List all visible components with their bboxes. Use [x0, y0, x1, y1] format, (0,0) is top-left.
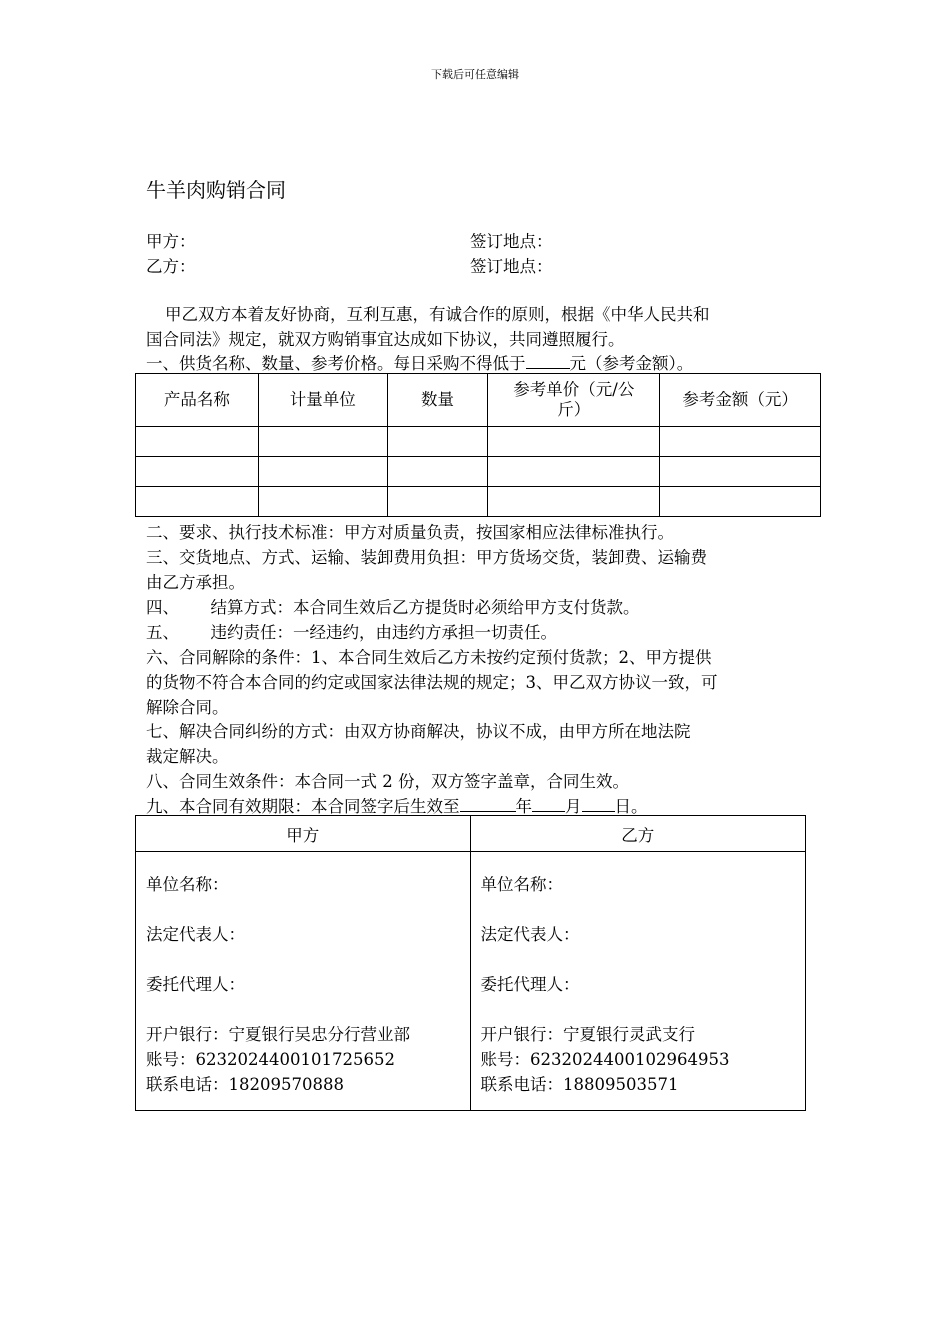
signature-row	[136, 852, 806, 1111]
amount-blank	[526, 351, 570, 369]
goods-col-header: 参考单价（元/公 斤）	[488, 374, 660, 427]
party-b-label: 乙方：	[146, 257, 196, 276]
clause-4: 四、 结算方式：本合同生效后乙方提货时必须给甲方支付货款。	[146, 598, 640, 617]
clause-7-line-1: 七、解决合同纠纷的方式：由双方协商解决，协议不成，由甲方所在地法院	[146, 722, 691, 741]
party-a-unit-name: 单位名称：	[146, 875, 229, 894]
table-row	[136, 457, 821, 487]
sign-place-label-2: 签订地点：	[470, 257, 553, 276]
table-cell	[660, 457, 821, 487]
document-title: 牛羊肉购销合同	[146, 178, 286, 202]
clause-6-line-1: 六、合同解除的条件：1、本合同生效后乙方未按约定预付货款；2、甲方提供	[146, 648, 712, 667]
party-b-bank: 开户银行：宁夏银行灵武支行	[480, 1025, 695, 1044]
intro-line-2: 国合同法》规定，就双方购销事宜达成如下协议，共同遵照履行。	[146, 330, 625, 349]
party-b-header: 乙方	[470, 816, 806, 852]
table-cell	[488, 427, 660, 457]
clause-9-text: 九、本合同有效期限：本合同签字后生效至	[146, 797, 460, 816]
clause-1-suffix: 元（参考金额）。	[569, 354, 694, 373]
party-b-agent: 委托代理人：	[480, 975, 580, 994]
table-cell	[387, 457, 488, 487]
party-a-signature-block	[136, 852, 471, 1111]
clause-5: 五、 违约责任：一经违约，由违约方承担一切责任。	[146, 623, 557, 642]
table-cell	[660, 487, 821, 517]
party-b-phone: 联系电话：18809503571	[480, 1075, 679, 1094]
day-blank	[582, 794, 615, 812]
party-a-phone: 联系电话：18209570888	[146, 1075, 344, 1094]
goods-table-header	[136, 374, 821, 427]
clause-8: 八、合同生效条件：本合同一式 2 份，双方签字盖章，合同生效。	[146, 772, 629, 791]
table-cell	[387, 427, 488, 457]
party-a-legal-rep: 法定代表人：	[146, 925, 245, 944]
goods-col-header: 产品名称	[136, 374, 259, 427]
clause-7-line-2: 裁定解决。	[146, 747, 229, 766]
sign-place-label-1: 签订地点：	[470, 232, 553, 251]
clause-2: 二、要求、执行技术标准：甲方对质量负责，按国家相应法律标准执行。	[146, 523, 674, 542]
table-cell	[387, 487, 488, 517]
clause-3-line-1: 三、交货地点、方式、运输、装卸费用负担：甲方货场交货，装卸费、运输费	[146, 548, 707, 567]
clause-1	[146, 350, 693, 374]
clause-9	[146, 793, 648, 817]
month-blank	[532, 794, 565, 812]
party-b-legal-rep: 法定代表人：	[480, 925, 580, 944]
party-a-label: 甲方：	[146, 232, 196, 251]
month-label: 月	[565, 797, 582, 816]
signature-table-header	[136, 816, 806, 852]
clause-1-text: 一、供货名称、数量、参考价格。每日采购不得低于	[146, 354, 526, 373]
table-cell	[258, 487, 387, 517]
party-a-bank: 开户银行：宁夏银行吴忠分行营业部	[146, 1025, 410, 1044]
table-cell	[488, 457, 660, 487]
table-cell	[258, 427, 387, 457]
goods-col-header: 参考金额（元）	[660, 374, 821, 427]
table-cell	[136, 457, 259, 487]
clause-6-line-3: 解除合同。	[146, 698, 229, 717]
signature-table	[135, 815, 806, 1111]
header-note: 下载后可任意编辑	[431, 68, 519, 81]
table-cell	[488, 487, 660, 517]
year-blank	[460, 794, 516, 812]
party-b-unit-name: 单位名称：	[480, 875, 563, 894]
table-cell	[136, 487, 259, 517]
goods-col-header: 数量	[387, 374, 488, 427]
clause-3-line-2: 由乙方承担。	[146, 573, 245, 592]
goods-table	[135, 373, 821, 517]
table-cell	[258, 457, 387, 487]
party-a-account: 账号：6232024400101725652	[146, 1050, 395, 1069]
table-row	[136, 487, 821, 517]
year-label: 年	[515, 797, 532, 816]
goods-col-header: 计量单位	[258, 374, 387, 427]
party-b-signature-block	[470, 852, 806, 1111]
table-cell	[660, 427, 821, 457]
intro-line-1: 甲乙双方本着友好协商，互利互惠，有诚合作的原则，根据《中华人民共和	[165, 305, 710, 324]
party-a-header: 甲方	[136, 816, 471, 852]
day-label: 日。	[614, 797, 648, 816]
table-cell	[136, 427, 259, 457]
party-b-account: 账号：6232024400102964953	[480, 1050, 730, 1069]
party-a-agent: 委托代理人：	[146, 975, 245, 994]
table-row	[136, 427, 821, 457]
clause-6-line-2: 的货物不符合本合同的约定或国家法律法规的规定；3、甲乙双方协议一致，可	[146, 673, 718, 692]
